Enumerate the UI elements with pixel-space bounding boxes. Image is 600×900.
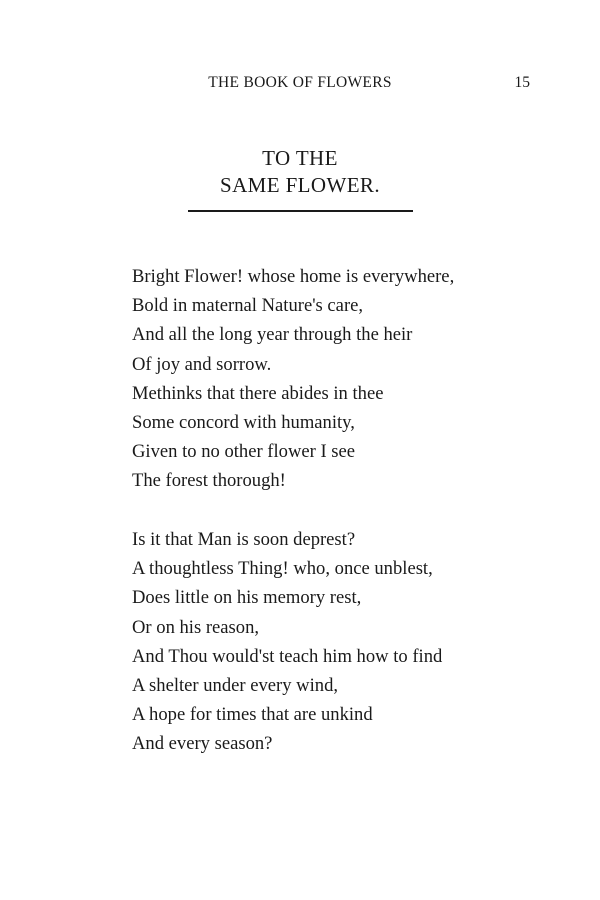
poem-line: And every season? — [132, 733, 273, 755]
poem-line: The forest thorough! — [132, 470, 286, 492]
poem-line: And Thou would'st teach him how to find — [132, 645, 443, 667]
poem-line: A thoughtless Thing! who, once unblest, — [132, 558, 433, 580]
poem-line: Given to no other flower I see — [132, 441, 356, 463]
poem-line: A hope for times that are unkind — [132, 704, 373, 726]
poem-title-line: TO THE — [262, 146, 338, 170]
poem-line: Methinks that there abides in thee — [132, 382, 384, 404]
poem-line: A shelter under every wind, — [132, 675, 339, 697]
page-number: 15 — [514, 74, 530, 91]
poem-line: Of joy and sorrow. — [132, 353, 272, 375]
poem-line: Some concord with humanity, — [132, 412, 355, 434]
poem-line: Bold in maternal Nature's care, — [132, 295, 364, 317]
stanza-2 — [132, 525, 552, 759]
stanza-1 — [132, 262, 552, 496]
title-underline-divider — [188, 210, 413, 212]
book-title: THE BOOK OF FLOWERS — [208, 74, 392, 91]
poem-line: Does little on his memory rest, — [132, 587, 362, 609]
poem-line: And all the long year through the heir — [132, 324, 413, 346]
poem-line: Or on his reason, — [132, 616, 260, 638]
poem-title-line: SAME FLOWER. — [220, 173, 380, 197]
poem-line: Is it that Man is soon deprest? — [132, 529, 356, 550]
running-header — [0, 73, 600, 93]
poem-line: Bright Flower! whose home is everywhere, — [132, 266, 455, 287]
poem-title — [0, 145, 600, 199]
